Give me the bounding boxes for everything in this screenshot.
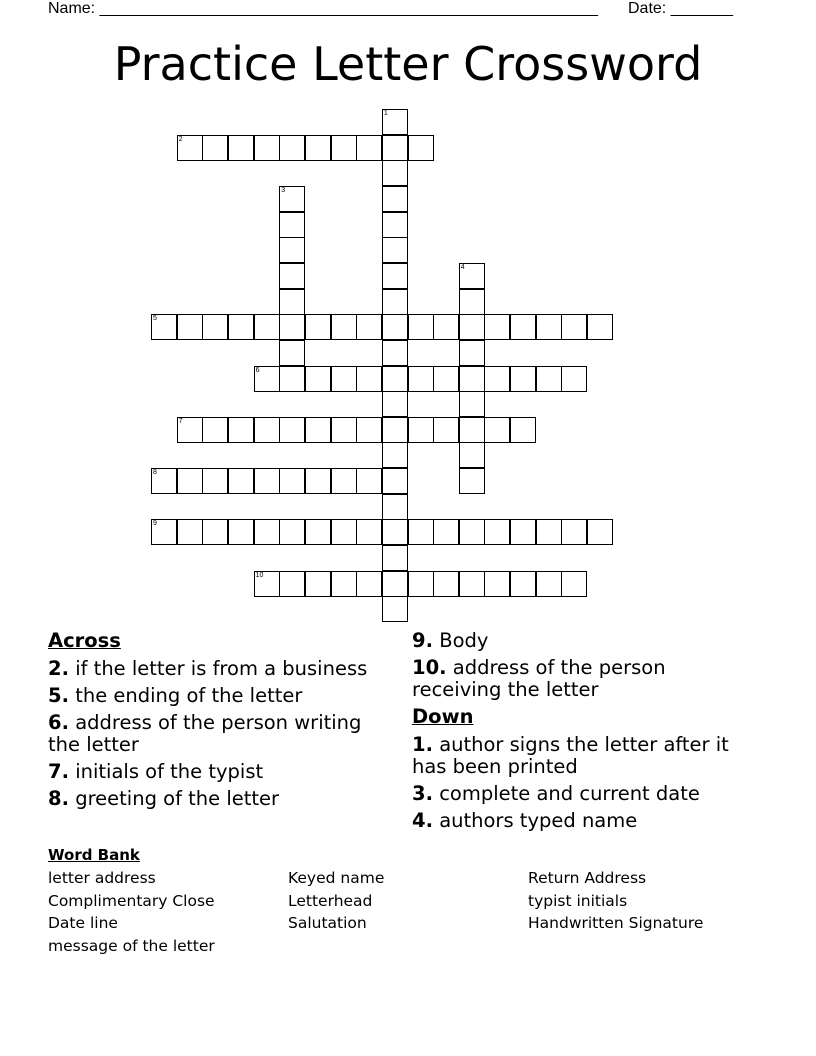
date-field[interactable]: Date: _______ bbox=[628, 0, 733, 17]
clue-number: 3 bbox=[281, 186, 286, 194]
grid-cell[interactable] bbox=[382, 519, 408, 545]
grid-cell[interactable] bbox=[382, 417, 408, 443]
clue-text: if the letter is from a business bbox=[75, 657, 368, 680]
down-heading: Down bbox=[412, 705, 474, 728]
clue-item bbox=[412, 783, 757, 805]
clue-number-label: 7. bbox=[48, 760, 69, 783]
grid-cell[interactable] bbox=[202, 314, 228, 340]
grid-cell[interactable] bbox=[382, 366, 408, 392]
clue-number-label: 2. bbox=[48, 657, 69, 680]
grid-cell[interactable] bbox=[408, 417, 434, 443]
grid-cell[interactable] bbox=[279, 366, 305, 392]
clue-text: complete and current date bbox=[439, 782, 700, 805]
grid-cell[interactable] bbox=[305, 314, 331, 340]
grid-cell[interactable] bbox=[433, 366, 459, 392]
clue-number: 6 bbox=[255, 366, 260, 374]
clue-item bbox=[412, 734, 757, 778]
clue-text: author signs the letter after it has been printed bbox=[412, 733, 729, 778]
grid-cell[interactable] bbox=[484, 366, 510, 392]
grid-cell[interactable] bbox=[228, 417, 254, 443]
grid-cell[interactable] bbox=[305, 366, 331, 392]
clue-item bbox=[48, 685, 393, 707]
word-bank-item: message of the letter bbox=[48, 936, 215, 955]
grid-cell[interactable] bbox=[510, 366, 536, 392]
grid-cell[interactable] bbox=[177, 135, 203, 161]
grid-cell[interactable] bbox=[459, 468, 485, 494]
grid-cell[interactable] bbox=[305, 417, 331, 443]
grid-cell[interactable] bbox=[459, 417, 485, 443]
grid-cell[interactable] bbox=[279, 212, 305, 238]
clue-number-label: 4. bbox=[412, 809, 433, 832]
word-bank-title: Word Bank bbox=[48, 846, 140, 864]
grid-cell[interactable] bbox=[356, 417, 382, 443]
clue-item bbox=[412, 630, 757, 652]
grid-cell[interactable] bbox=[279, 135, 305, 161]
name-field[interactable]: Name: ________________________________________________________ bbox=[48, 0, 598, 17]
grid-cell[interactable] bbox=[331, 468, 357, 494]
grid-cell[interactable] bbox=[382, 263, 408, 289]
clues-left-column bbox=[48, 630, 393, 815]
grid-cell[interactable] bbox=[382, 442, 408, 468]
clue-item bbox=[412, 810, 757, 832]
grid-cell[interactable] bbox=[279, 263, 305, 289]
grid-cell[interactable] bbox=[228, 468, 254, 494]
grid-cell[interactable] bbox=[382, 314, 408, 340]
clue-number: 2 bbox=[178, 135, 183, 143]
clue-item bbox=[48, 658, 393, 680]
grid-cell[interactable] bbox=[382, 391, 408, 417]
clue-text: greeting of the letter bbox=[75, 787, 280, 810]
grid-cell[interactable] bbox=[356, 468, 382, 494]
grid-cell[interactable] bbox=[254, 135, 280, 161]
grid-cell[interactable] bbox=[561, 571, 587, 597]
grid-cell[interactable] bbox=[177, 314, 203, 340]
grid-cell[interactable] bbox=[331, 417, 357, 443]
word-bank-item: Keyed name bbox=[288, 869, 385, 887]
clue-text: initials of the typist bbox=[75, 760, 264, 783]
across-heading: Across bbox=[48, 629, 121, 652]
grid-cell[interactable] bbox=[382, 237, 408, 263]
clue-number: 9 bbox=[153, 520, 157, 528]
grid-cell[interactable] bbox=[459, 289, 485, 315]
clue-number: 7 bbox=[178, 417, 183, 425]
grid-cell[interactable] bbox=[356, 135, 382, 161]
word-bank-column bbox=[528, 867, 703, 935]
grid-cell[interactable] bbox=[305, 135, 331, 161]
clue-number-label: 3. bbox=[412, 782, 433, 805]
grid-cell[interactable] bbox=[408, 519, 434, 545]
grid-cell[interactable] bbox=[279, 519, 305, 545]
clue-number-label: 5. bbox=[48, 684, 69, 707]
clue-text: authors typed name bbox=[439, 809, 638, 832]
word-bank-item: Salutation bbox=[288, 914, 367, 932]
grid-cell[interactable] bbox=[382, 340, 408, 366]
grid-cell[interactable] bbox=[331, 135, 357, 161]
grid-cell[interactable] bbox=[510, 571, 536, 597]
grid-cell[interactable] bbox=[254, 468, 280, 494]
word-bank-item: letter address bbox=[48, 869, 156, 887]
grid-cell[interactable] bbox=[433, 519, 459, 545]
clue-number: 4 bbox=[460, 263, 465, 271]
grid-cell[interactable] bbox=[536, 519, 562, 545]
clue-text: Body bbox=[439, 629, 489, 652]
clues-right-column bbox=[412, 630, 757, 837]
grid-cell[interactable] bbox=[279, 314, 305, 340]
grid-cell[interactable] bbox=[433, 417, 459, 443]
grid-cell[interactable] bbox=[459, 442, 485, 468]
grid-cell[interactable] bbox=[536, 366, 562, 392]
grid-cell[interactable] bbox=[356, 571, 382, 597]
grid-cell[interactable] bbox=[202, 519, 228, 545]
grid-cell[interactable] bbox=[484, 571, 510, 597]
grid-cell[interactable] bbox=[305, 468, 331, 494]
grid-cell[interactable] bbox=[408, 314, 434, 340]
grid-cell[interactable] bbox=[587, 519, 613, 545]
grid-cell[interactable] bbox=[356, 314, 382, 340]
grid-cell[interactable] bbox=[484, 417, 510, 443]
grid-cell[interactable] bbox=[254, 314, 280, 340]
grid-cell[interactable] bbox=[228, 519, 254, 545]
grid-cell[interactable] bbox=[382, 494, 408, 520]
grid-cell[interactable] bbox=[459, 519, 485, 545]
word-bank-item: Date line bbox=[48, 914, 118, 932]
grid-cell[interactable] bbox=[433, 314, 459, 340]
grid-cell[interactable] bbox=[279, 237, 305, 263]
grid-cell[interactable] bbox=[177, 417, 203, 443]
grid-cell[interactable] bbox=[382, 135, 408, 161]
grid-cell[interactable] bbox=[408, 571, 434, 597]
grid-cell[interactable] bbox=[382, 545, 408, 571]
word-bank-item: Return Address bbox=[528, 869, 647, 887]
grid-cell[interactable] bbox=[202, 417, 228, 443]
grid-cell[interactable] bbox=[536, 314, 562, 340]
grid-cell[interactable] bbox=[356, 366, 382, 392]
grid-cell[interactable] bbox=[484, 519, 510, 545]
grid-cell[interactable] bbox=[382, 289, 408, 315]
grid-cell[interactable] bbox=[279, 571, 305, 597]
grid-cell[interactable] bbox=[356, 519, 382, 545]
grid-cell[interactable] bbox=[408, 366, 434, 392]
grid-cell[interactable] bbox=[151, 314, 177, 340]
grid-cell[interactable] bbox=[459, 391, 485, 417]
word-bank-column bbox=[288, 867, 384, 935]
grid-cell[interactable] bbox=[202, 468, 228, 494]
grid-cell[interactable] bbox=[536, 571, 562, 597]
clue-text: the ending of the letter bbox=[75, 684, 303, 707]
grid-cell[interactable] bbox=[459, 366, 485, 392]
grid-cell[interactable] bbox=[459, 571, 485, 597]
clue-item bbox=[48, 761, 393, 783]
grid-cell[interactable] bbox=[433, 571, 459, 597]
grid-cell[interactable] bbox=[279, 468, 305, 494]
grid-cell[interactable] bbox=[459, 314, 485, 340]
grid-cell[interactable] bbox=[459, 340, 485, 366]
grid-cell[interactable] bbox=[305, 519, 331, 545]
grid-cell[interactable] bbox=[382, 596, 408, 622]
word-bank-item: Letterhead bbox=[288, 891, 373, 910]
clue-number: 1 bbox=[383, 110, 388, 117]
grid-cell[interactable] bbox=[202, 135, 228, 161]
grid-cell[interactable] bbox=[331, 366, 357, 392]
grid-cell[interactable] bbox=[254, 519, 280, 545]
grid-cell[interactable] bbox=[408, 135, 434, 161]
clue-number: 8 bbox=[153, 469, 157, 477]
grid-cell[interactable] bbox=[382, 468, 408, 494]
grid-cell[interactable] bbox=[382, 186, 408, 212]
grid-cell[interactable] bbox=[279, 186, 305, 212]
name-date-line bbox=[48, 0, 743, 20]
grid-cell[interactable] bbox=[228, 314, 254, 340]
grid-cell[interactable] bbox=[510, 519, 536, 545]
grid-cell[interactable] bbox=[279, 417, 305, 443]
grid-cell[interactable] bbox=[254, 417, 280, 443]
page-title: Practice Letter Crossword bbox=[113, 37, 703, 91]
clue-item bbox=[48, 712, 393, 756]
grid-cell[interactable] bbox=[305, 571, 331, 597]
clue-text: address of the person receiving the letter bbox=[412, 656, 666, 701]
clue-number: 5 bbox=[153, 315, 157, 323]
clue-item bbox=[412, 657, 757, 701]
grid-cell[interactable] bbox=[484, 314, 510, 340]
clue-number-label: 1. bbox=[412, 733, 433, 756]
word-bank-item: Complimentary Close bbox=[48, 891, 215, 910]
clue-number: 10 bbox=[255, 571, 264, 579]
grid-cell[interactable] bbox=[177, 519, 203, 545]
grid-cell[interactable] bbox=[459, 263, 485, 289]
clue-number-label: 10. bbox=[412, 656, 447, 679]
grid-cell[interactable] bbox=[587, 314, 613, 340]
grid-cell[interactable] bbox=[279, 289, 305, 315]
grid-cell[interactable] bbox=[382, 571, 408, 597]
clue-item bbox=[48, 788, 393, 810]
grid-cell[interactable] bbox=[151, 468, 177, 494]
grid-cell[interactable] bbox=[510, 417, 536, 443]
grid-cell[interactable] bbox=[331, 314, 357, 340]
grid-cell[interactable] bbox=[561, 314, 587, 340]
grid-cell[interactable] bbox=[228, 135, 254, 161]
grid-cell[interactable] bbox=[510, 314, 536, 340]
clue-number-label: 6. bbox=[48, 711, 69, 734]
word-bank-item: typist initials bbox=[528, 891, 628, 910]
grid-cell[interactable] bbox=[331, 519, 357, 545]
grid-cell[interactable] bbox=[382, 160, 408, 186]
grid-cell[interactable] bbox=[561, 366, 587, 392]
clue-text: address of the person writing the letter bbox=[48, 711, 362, 756]
grid-cell[interactable] bbox=[254, 366, 280, 392]
grid-cell[interactable] bbox=[382, 212, 408, 238]
grid-cell[interactable] bbox=[561, 519, 587, 545]
clue-number-label: 9. bbox=[412, 629, 433, 652]
word-bank-column bbox=[48, 867, 215, 957]
grid-cell[interactable] bbox=[254, 571, 280, 597]
word-bank-item: Handwritten Signature bbox=[528, 914, 704, 932]
grid-cell[interactable] bbox=[151, 519, 177, 545]
grid-cell[interactable] bbox=[177, 468, 203, 494]
grid-cell[interactable] bbox=[382, 109, 408, 135]
grid-cell[interactable] bbox=[279, 340, 305, 366]
clue-number-label: 8. bbox=[48, 787, 69, 810]
grid-cell[interactable] bbox=[331, 571, 357, 597]
